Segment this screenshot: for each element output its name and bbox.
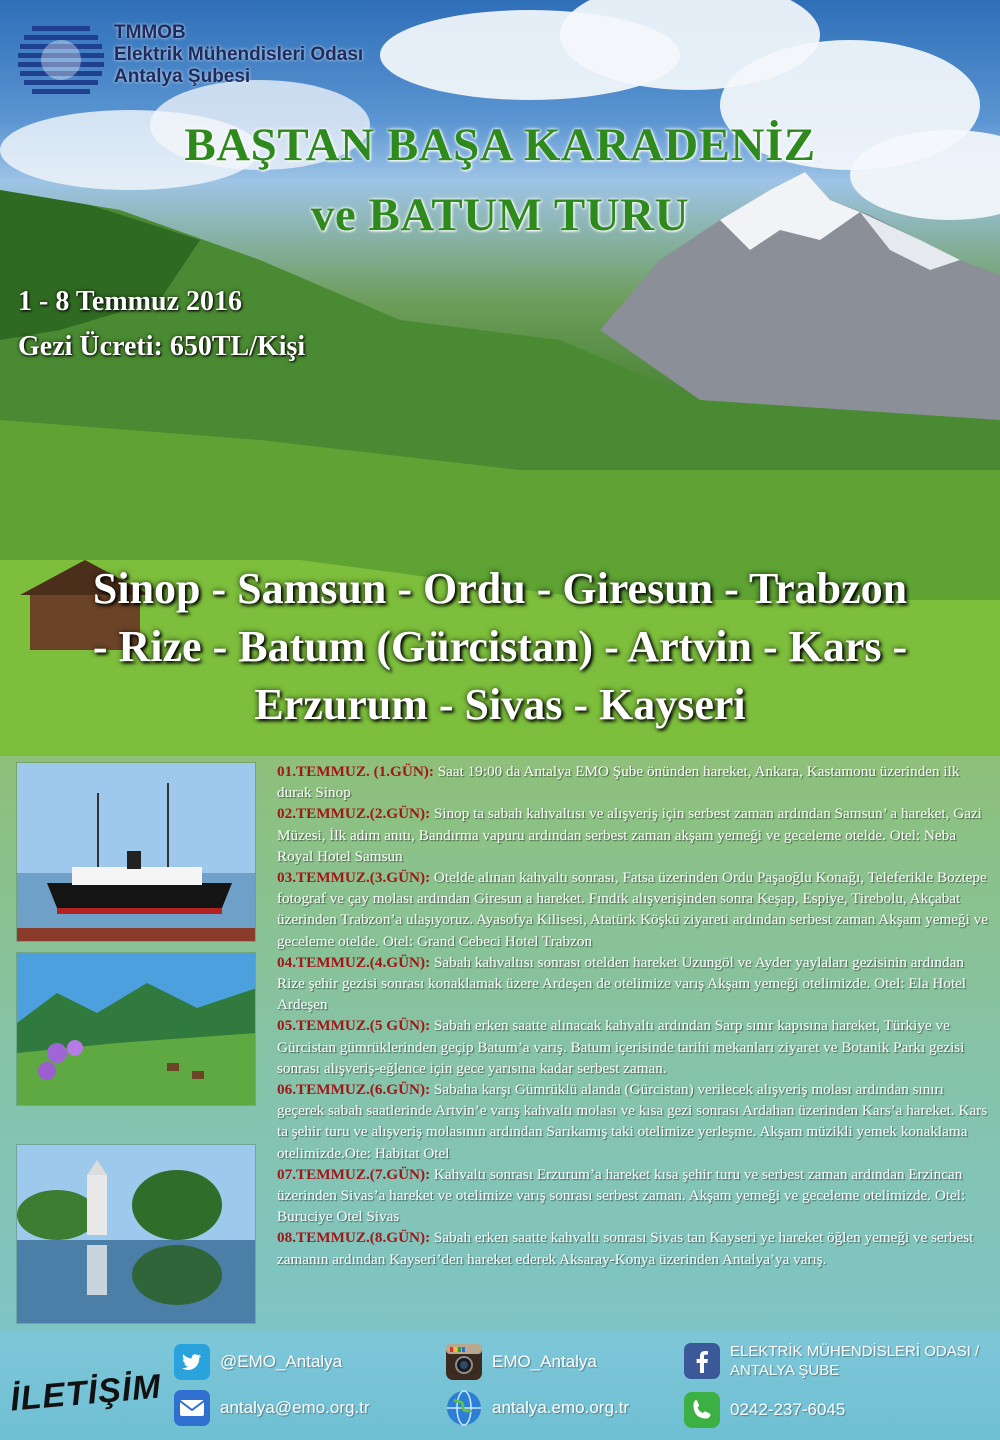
day-entry	[277, 761, 993, 803]
day-text: Sabah erken saatte alınacak kahvaltı ardından Sarp sınır kapısına hareket, Türkiye ve Gürcistan gümrüklerinden geçip Batum’a varış. Batum içerisinde tarihi mekanları ziyaret ve Botanik Parkı gezisi sonrası alışveriş-eğlence için gece yarısına kadar serbest zaman.	[277, 1017, 965, 1077]
day-text: Sabaha karşı Gümrüklü alanda (Gürcistan) verilecek alışveriş molası ardından sınırı geçerek sabah saatlerinde Artvin’e varış kahvaltı molası ve kısa gezi sonrası Ardahan üzerinden Kars’a hareket. Kars ta şehir turu ve alışveriş molasının ardından Sarıkamış taki otelimize yerleşme. Akşam müzikli yemek konaklama otelimizde.Ote: Habitat Otel	[277, 1081, 988, 1162]
contact-heading: İLETİŞİM	[8, 1367, 163, 1419]
itinerary-days	[277, 761, 993, 1270]
route-line-2: - Rize - Batum (Gürcistan) - Artvin - Kars -	[92, 622, 908, 671]
day-label: 06.TEMMUZ.(6.GÜN):	[277, 1081, 431, 1099]
instagram-handle: EMO_Antalya	[492, 1352, 597, 1371]
contact-footer	[0, 1332, 1000, 1440]
facebook-name-line1: ELEKTRİK MÜHENDİSLERİ ODASI /	[730, 1343, 980, 1360]
tour-title-line2: ve BATUM TURU	[310, 189, 690, 241]
phone-icon	[684, 1392, 720, 1428]
day-entry	[277, 1227, 993, 1269]
day-entry	[277, 803, 993, 867]
day-label: 08.TEMMUZ.(8.GÜN):	[277, 1229, 431, 1247]
day-label: 04.TEMMUZ.(4.GÜN):	[277, 953, 431, 971]
ship-photo	[16, 762, 256, 942]
day-text: Sabah erken saatte kahvaltı sonrası Sivas tan Kayseri ye hareket öğlen yemeği ve serbest zamanın ardından Kayseri’den hareket ederek Aksaray-Konya üzerinden Antalya’ya varış.	[277, 1229, 974, 1268]
mail-icon	[174, 1390, 210, 1426]
twitter-handle: @EMO_Antalya	[220, 1352, 343, 1371]
facebook-name-line2: ANTALYA ŞUBE	[730, 1362, 840, 1379]
day-label: 01.TEMMUZ. (1.GÜN):	[277, 763, 434, 780]
route-line-3: Erzurum - Sivas - Kayseri	[254, 680, 746, 729]
route-list	[20, 560, 980, 734]
day-text: Sinop ta sabah kahvaltısı ve alışveriş için serbest zaman ardından Samsun’ a hareket, Gazi Müzesi, İlk adım anıtı, Bandırma vapuru ardından serbest zaman akşam yemeği ve geceleme otelde. Otel: Neba Royal Hotel Samsun	[277, 805, 982, 865]
org-line-name: Elektrik Mühendisleri Odası	[114, 44, 364, 65]
day-text: Sabah kahvaltısı sonrası otelden hareket Uzungöl ve Ayder yaylaları gezisinin ardından Rize şehir gezisi sonrası konaklamak üzere Ardeşen de otelimize varış Akşam yemeği otelimizde. Otel: Ela Hotel Ardeşen	[277, 953, 967, 1014]
day-label: 07.TEMMUZ.(7.GÜN):	[277, 1165, 431, 1183]
instagram-icon	[446, 1344, 482, 1380]
route-line-1: Sinop - Samsun - Ordu - Giresun - Trabzon	[92, 564, 908, 613]
facebook-link[interactable]	[684, 1342, 979, 1380]
day-entry	[277, 1164, 993, 1228]
tour-date: 1 - 8 Temmuz 2016	[18, 286, 242, 317]
day-entry	[277, 952, 993, 1016]
org-line-tmmob: TMMOB	[114, 22, 186, 43]
twitter-icon	[174, 1344, 210, 1380]
globe-icon	[446, 1390, 482, 1426]
itinerary-section	[0, 756, 1000, 1332]
twitter-link[interactable]	[174, 1344, 342, 1380]
org-line-branch: Antalya Şubesi	[114, 66, 251, 87]
website-url: antalya.emo.org.tr	[492, 1398, 630, 1417]
highland-photo	[16, 952, 256, 1106]
day-label: 03.TEMMUZ.(3.GÜN):	[277, 869, 431, 887]
day-label: 02.TEMMUZ.(2.GÜN):	[277, 805, 431, 823]
website-link[interactable]	[446, 1390, 629, 1426]
email-link[interactable]	[174, 1390, 370, 1426]
day-text: Kahvaltı sonrası Erzurum’a hareket kısa şehir turu ve serbest zaman ardından Erzincan üzerinden Sivas’a hareket ve otelimize varış sonrası serbest zaman. Akşam yemeği ve geceleme otelimizde. Otel: Buruciye Otel Sivas	[277, 1165, 966, 1226]
phone-number: 0242-237-6045	[730, 1400, 846, 1419]
phone-link[interactable]	[684, 1392, 845, 1428]
facebook-icon	[684, 1343, 720, 1379]
tour-title-line1: BAŞTAN BAŞA KARADENİZ	[184, 119, 816, 171]
day-entry	[277, 1015, 993, 1079]
email-address: antalya@emo.org.tr	[220, 1398, 370, 1417]
day-entry	[277, 867, 993, 952]
organization-header	[18, 22, 363, 98]
day-text: Otelde alınan kahvaltı sonrası, Fatsa üzerinden Ordu Paşaoğlu Konağı, Teleferikle Boztepe fotograf ve çay molası ardından Giresun a hareket. Fındık alışverişinden sonra Keşap, Espiye, Tirebolu, Akçabat üzerinden Trabzon’a ulaşıyoruz. Ayasofya Kilisesi, Atatürk Köşkü ziyareti ardından serbest zaman Akşam yemeği ve geceleme otelde. Otel: Grand Cebeci Hotel Trabzon	[277, 869, 988, 950]
tour-price: Gezi Ücreti: 650TL/Kişi	[18, 331, 306, 362]
day-text: Saat 19:00 da Antalya EMO Şube önünden hareket, Ankara, Kastamonu üzerinden ilk durak Sinop	[277, 763, 960, 802]
emo-logo-icon	[18, 22, 104, 98]
instagram-link[interactable]	[446, 1344, 597, 1380]
day-label: 05.TEMMUZ.(5 GÜN):	[277, 1017, 431, 1035]
day-entry	[277, 1079, 993, 1164]
lake-palace-photo	[16, 1144, 256, 1324]
